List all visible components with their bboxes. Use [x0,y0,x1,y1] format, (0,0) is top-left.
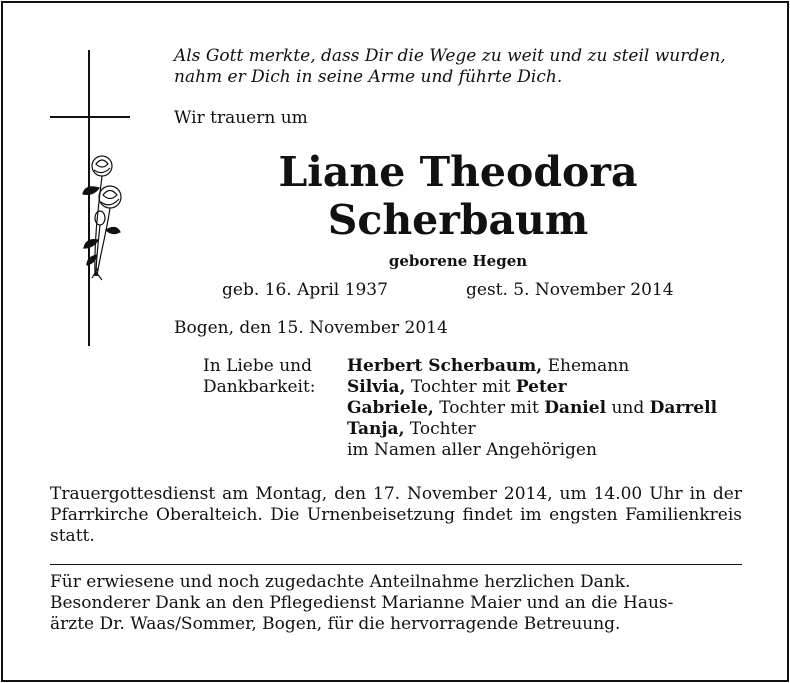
service-announcement: Trauergottesdienst am Montag, den 17. November 2014, um 14.00 Uhr in der Pfarrkirche Oberalteich. Die Urnenbeisetzung findet im engsten Familienkreis statt. [50,484,742,546]
mourner-name: Gabriele, [347,398,434,418]
thanks-line-1: Für erwiesene und noch zugedachte Anteilnahme herzlichen Dank. [50,572,631,592]
grief-label-line-2: Dankbarkeit: [203,377,316,397]
deceased-name-line-2: Scherbaum [327,196,589,244]
mourner-line [347,398,717,419]
death-date: gest. 5. November 2014 [466,280,674,300]
thanks-line-2: Besonderer Dank an den Pflegedienst Marianne Maier und an die Haus- [50,593,674,613]
mourner-line [347,440,717,461]
mourner-line [347,377,717,398]
thanks-text [50,572,742,635]
mourner-relation: und [606,398,650,418]
mourner-line [347,419,717,440]
maiden-name: geborene Hegen [388,252,528,270]
cross-with-roses [40,40,150,360]
mourner-relation: Tochter mit [433,398,545,418]
mourner-relation: Tochter mit [405,377,516,397]
deceased-name-line-1: Liane Theodora [278,148,638,196]
birth-date: geb. 16. April 1937 [222,280,388,300]
mourner-name: Tanja, [347,419,405,439]
thanks-line-3: ärzte Dr. Waas/Sommer, Bogen, für die hervorragende Betreuung. [50,614,621,634]
mourner-name: Daniel [544,398,607,418]
mourner-name: Darrell [649,398,718,418]
place-date: Bogen, den 15. November 2014 [174,318,448,338]
motto-line-2: nahm er Dich in seine Arme und führte Dich. [174,67,563,87]
mourners-list [347,356,717,461]
mourner-line [347,356,717,377]
divider [50,564,742,565]
mourner-relation: Ehemann [542,356,630,376]
motto-verse [174,46,726,88]
mourner-relation: im Namen aller Angehörigen [347,440,597,460]
motto-line-1: Als Gott merkte, dass Dir die Wege zu weit und zu steil wurden, [174,46,726,66]
mourner-name: Silvia, [347,377,406,397]
mourner-name: Herbert Scherbaum, [347,356,543,376]
grief-label-line-1: In Liebe und [203,356,312,376]
cross-icon [50,50,130,346]
mourner-relation: Tochter [404,419,476,439]
mourner-name: Peter [515,377,567,397]
intro-text: Wir trauern um [174,108,308,128]
